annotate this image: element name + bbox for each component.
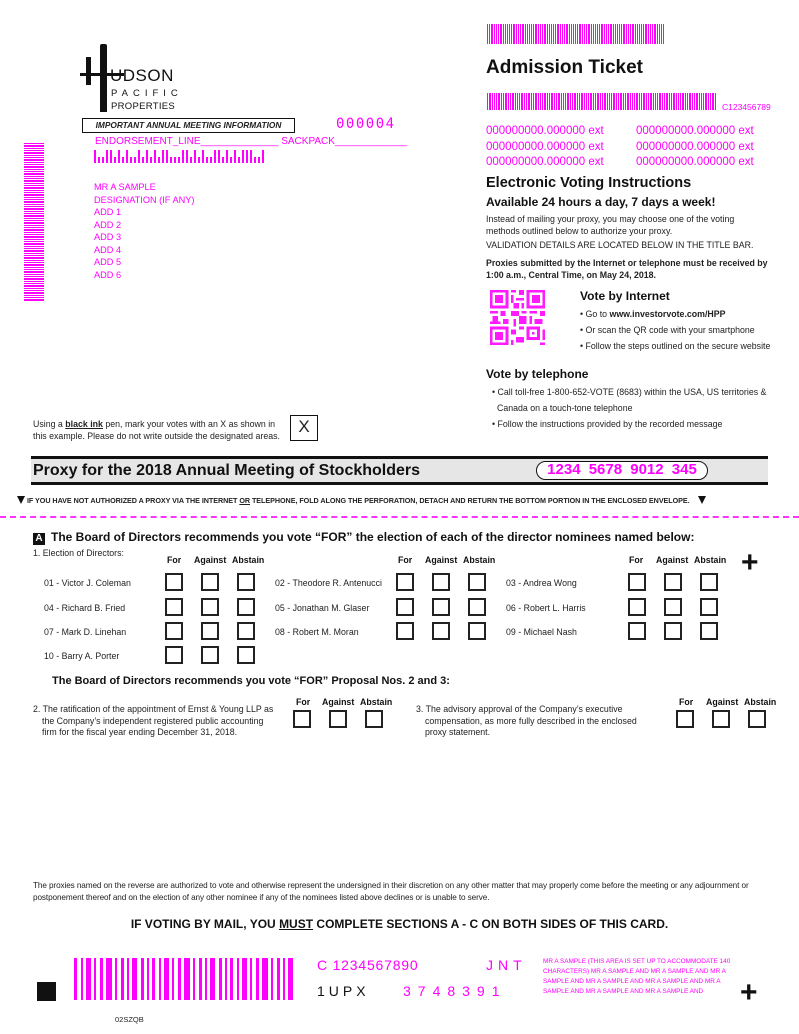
- nominee-10-abstain-checkbox[interactable]: [237, 646, 255, 664]
- deadline-note: Proxies submitted by the Internet or telephone must be received by 1:00 a.m., Central Time, on May 24, 2018.: [486, 258, 768, 280]
- nominee-label: 06 - Robert L. Harris: [506, 603, 586, 613]
- electronic-voting-intro: Instead of mailing your proxy, you may choose one of the voting methods outlined below to authorize your proxy.: [486, 214, 735, 236]
- ext-line: 000000000.000000 ext: [486, 156, 604, 168]
- upx-code: 1UPX: [317, 983, 370, 999]
- logo-text-properties: PROPERTIES: [111, 101, 176, 112]
- nominee-04-abstain-checkbox[interactable]: [237, 598, 255, 616]
- x-mark-example: X: [290, 415, 318, 441]
- col-against: Against: [425, 555, 458, 565]
- nominee-06-against-checkbox[interactable]: [664, 598, 682, 616]
- logo-text-udson: UDSON: [110, 66, 174, 85]
- nominee-02-for-checkbox[interactable]: [396, 573, 414, 591]
- col-for: For: [296, 697, 311, 707]
- nominee-03-for-checkbox[interactable]: [628, 573, 646, 591]
- nominee-05-abstain-checkbox[interactable]: [468, 598, 486, 616]
- address-line: ADD 6: [94, 269, 122, 280]
- nominee-05-against-checkbox[interactable]: [432, 598, 450, 616]
- investorvote-link[interactable]: www.investorvote.com/HPP: [609, 309, 726, 319]
- nominee-07-against-checkbox[interactable]: [201, 622, 219, 640]
- nominee-09-for-checkbox[interactable]: [628, 622, 646, 640]
- ext-number-grid: [486, 124, 786, 171]
- nominee-09-abstain-checkbox[interactable]: [700, 622, 718, 640]
- nominee-10-against-checkbox[interactable]: [201, 646, 219, 664]
- address-line: ADD 3: [94, 232, 122, 242]
- down-triangle-icon: [17, 496, 25, 504]
- mailing-address: [94, 181, 194, 281]
- nominee-label: 02 - Theodore R. Antenucci: [275, 578, 382, 588]
- validation-number: 1234 5678 9012 345: [536, 461, 708, 480]
- internet-step: • Go to www.investorvote.com/HPP: [580, 309, 726, 319]
- postal-barcode: [94, 150, 266, 163]
- ticket-control-id: C123456789: [722, 102, 771, 112]
- fold-instructions: IF YOU HAVE NOT AUTHORIZED A PROXY VIA THE INTERNET OR TELEPHONE, FOLD ALONG THE PERFORATION, DETACH AND RETURN THE BOTTOM PORTION IN THE ENCLOSED ENVELOPE.: [17, 496, 787, 505]
- col-abstain: Abstain: [463, 555, 496, 565]
- vote-by-telephone-steps: [492, 384, 782, 432]
- logo-text-pacific: PACIFIC: [111, 88, 183, 99]
- col-abstain: Abstain: [232, 555, 265, 565]
- nominee-05-for-checkbox[interactable]: [396, 598, 414, 616]
- nominee-06-abstain-checkbox[interactable]: [700, 598, 718, 616]
- validation-note: VALIDATION DETAILS ARE LOCATED BELOW IN THE TITLE BAR.: [486, 240, 754, 250]
- internet-step: • Follow the steps outlined on the secure website: [580, 341, 771, 351]
- nominee-07-abstain-checkbox[interactable]: [237, 622, 255, 640]
- section-a-badge: A: [33, 533, 45, 545]
- ext-line: 000000000.000000 ext: [636, 156, 754, 168]
- nominee-03-against-checkbox[interactable]: [664, 573, 682, 591]
- col-against: Against: [194, 555, 227, 565]
- ext-line: 000000000.000000 ext: [636, 140, 754, 153]
- down-triangle-icon: [698, 496, 706, 504]
- logo-h-left-stroke: [86, 57, 91, 85]
- ext-line: 000000000.000000 ext: [486, 140, 604, 153]
- registration-square-mark: [37, 982, 56, 1001]
- telephone-step: • Call toll-free 1-800-652-VOTE (8683) within the USA, US territories & Canada on a touch-tone telephone: [492, 387, 767, 413]
- nominee-01-for-checkbox[interactable]: [165, 573, 183, 591]
- bottom-barcode: [74, 958, 297, 1000]
- nominee-03-abstain-checkbox[interactable]: [700, 573, 718, 591]
- nominee-label: 03 - Andrea Wong: [506, 578, 577, 588]
- section-a-heading: A The Board of Directors recommends you vote “FOR” the election of each of the director nominees named below:: [33, 530, 694, 545]
- sequence-code: 000004: [336, 116, 396, 132]
- endorsement-line: ENDORSEMENT_LINE______________ SACKPACK_____________: [95, 136, 408, 147]
- top-barcode: [487, 24, 665, 44]
- telephone-step: • Follow the instructions provided by the recorded message: [492, 419, 723, 429]
- important-meeting-banner: IMPORTANT ANNUAL MEETING INFORMATION: [82, 118, 295, 133]
- internet-step: • Or scan the QR code with your smartphone: [580, 325, 755, 335]
- address-line: ADD 2: [94, 219, 122, 230]
- proposal-2-abstain-checkbox[interactable]: [365, 710, 383, 728]
- sequence-number: 3748391: [403, 983, 507, 999]
- nominee-label: 07 - Mark D. Linehan: [44, 627, 127, 637]
- nominee-02-against-checkbox[interactable]: [432, 573, 450, 591]
- ext-line: 000000000.000000 ext: [486, 125, 604, 137]
- vote-by-internet-title: Vote by Internet: [580, 289, 670, 303]
- nominee-label: 09 - Michael Nash: [506, 627, 577, 637]
- ext-line: 000000000.000000 ext: [636, 125, 754, 137]
- nominee-08-for-checkbox[interactable]: [396, 622, 414, 640]
- proposal-2-against-checkbox[interactable]: [329, 710, 347, 728]
- jnt-code: JNT: [486, 957, 527, 973]
- qr-code-icon[interactable]: [490, 290, 545, 345]
- col-for: For: [679, 697, 694, 707]
- address-line: ADD 1: [94, 207, 122, 217]
- plus-registration-mark-icon: +: [740, 976, 758, 1009]
- nominee-label: 01 - Victor J. Coleman: [44, 578, 131, 588]
- proposal-3-text: 3. The advisory approval of the Company’s executive compensation, as more fully described in the enclosed proxy statement.: [416, 704, 637, 737]
- col-for: For: [398, 555, 413, 565]
- nominee-label: 10 - Barry A. Porter: [44, 651, 120, 661]
- col-abstain: Abstain: [694, 555, 727, 565]
- plus-registration-mark-icon: +: [741, 546, 759, 579]
- proposal-3-for-checkbox[interactable]: [676, 710, 694, 728]
- col-against: Against: [706, 697, 739, 707]
- address-line: ADD 4: [94, 244, 122, 255]
- vote-by-telephone-title: Vote by telephone: [486, 367, 589, 381]
- electronic-voting-title: Electronic Voting Instructions: [486, 175, 692, 191]
- nominee-01-against-checkbox[interactable]: [201, 573, 219, 591]
- admission-ticket-title: Admission Ticket: [486, 57, 643, 78]
- control-number: C 1234567890: [317, 957, 419, 973]
- col-for: For: [167, 555, 182, 565]
- electronic-voting-subtitle: Available 24 hours a day, 7 days a week!: [486, 195, 716, 209]
- proposal-2-text: 2. The ratification of the appointment of Ernst & Young LLP as the Company’s independent registered public accounting firm for the fiscal year ending December 31, 2018.: [33, 704, 274, 737]
- perforation-line: [0, 516, 799, 518]
- nominee-02-abstain-checkbox[interactable]: [468, 573, 486, 591]
- nominee-07-for-checkbox[interactable]: [165, 622, 183, 640]
- proposal-2-for-checkbox[interactable]: [293, 710, 311, 728]
- nominee-label: 08 - Robert M. Moran: [275, 627, 359, 637]
- nominee-label: 05 - Jonathan M. Glaser: [275, 603, 370, 613]
- proposal-3-abstain-checkbox[interactable]: [748, 710, 766, 728]
- proposals-heading: The Board of Directors recommends you vote “FOR” Proposal Nos. 2 and 3:: [52, 675, 450, 687]
- nominee-01-abstain-checkbox[interactable]: [237, 573, 255, 591]
- col-against: Against: [322, 697, 355, 707]
- col-abstain: Abstain: [744, 697, 777, 707]
- col-for: For: [629, 555, 644, 565]
- nominee-08-against-checkbox[interactable]: [432, 622, 450, 640]
- address-line: MR A SAMPLE: [94, 182, 156, 192]
- nominee-04-against-checkbox[interactable]: [201, 598, 219, 616]
- address-line: DESIGNATION (IF ANY): [94, 194, 195, 205]
- proxy-title: Proxy for the 2018 Annual Meeting of Stockholders: [33, 462, 421, 479]
- proxy-title-bar: [31, 456, 768, 485]
- vote-by-internet-steps: [580, 306, 770, 354]
- voting-by-mail-notice: IF VOTING BY MAIL, YOU MUST COMPLETE SECTIONS A - C ON BOTH SIDES OF THIS CARD.: [130, 917, 669, 931]
- election-of-directors-label: 1. Election of Directors:: [33, 548, 124, 558]
- ticket-barcode: [487, 93, 717, 110]
- logo-h-right-stroke: [100, 44, 107, 112]
- nominee-09-against-checkbox[interactable]: [664, 622, 682, 640]
- col-against: Against: [656, 555, 689, 565]
- nominee-04-for-checkbox[interactable]: [165, 598, 183, 616]
- barcode-label: 02SZQB: [115, 1015, 144, 1024]
- ink-instructions: Using a black ink pen, mark your votes with an X as shown in this example. Please do not write outside the designated areas.: [33, 419, 280, 441]
- nominee-label: 04 - Richard B. Fried: [44, 603, 126, 613]
- nominee-06-for-checkbox[interactable]: [628, 598, 646, 616]
- proxy-disclaimer: The proxies named on the reverse are authorized to vote and otherwise represent the undersigned in their discretion on any other matter that may properly come before the meeting or any adjournment or postponement thereof and on the election of any other nominee if any of the nominees listed above declines or is unable to serve.: [33, 881, 749, 902]
- nominee-10-for-checkbox[interactable]: [165, 646, 183, 664]
- hudson-pacific-logo: [80, 44, 183, 112]
- col-abstain: Abstain: [360, 697, 393, 707]
- proposal-3-against-checkbox[interactable]: [712, 710, 730, 728]
- address-line: ADD 5: [94, 257, 122, 267]
- left-vertical-barcode: [24, 143, 44, 302]
- sample-name-area: MR A SAMPLE (THIS AREA IS SET UP TO ACCOMMODATE 140 CHARACTERS) MR A SAMPLE AND MR A SAMPLE AND MR A SAMPLE AND MR A SAMPLE AND MR A SAMPLE AND MR A SAMPLE AND MR A SAMPLE AND MR A SAMPLE AND: [543, 958, 731, 995]
- nominee-08-abstain-checkbox[interactable]: [468, 622, 486, 640]
